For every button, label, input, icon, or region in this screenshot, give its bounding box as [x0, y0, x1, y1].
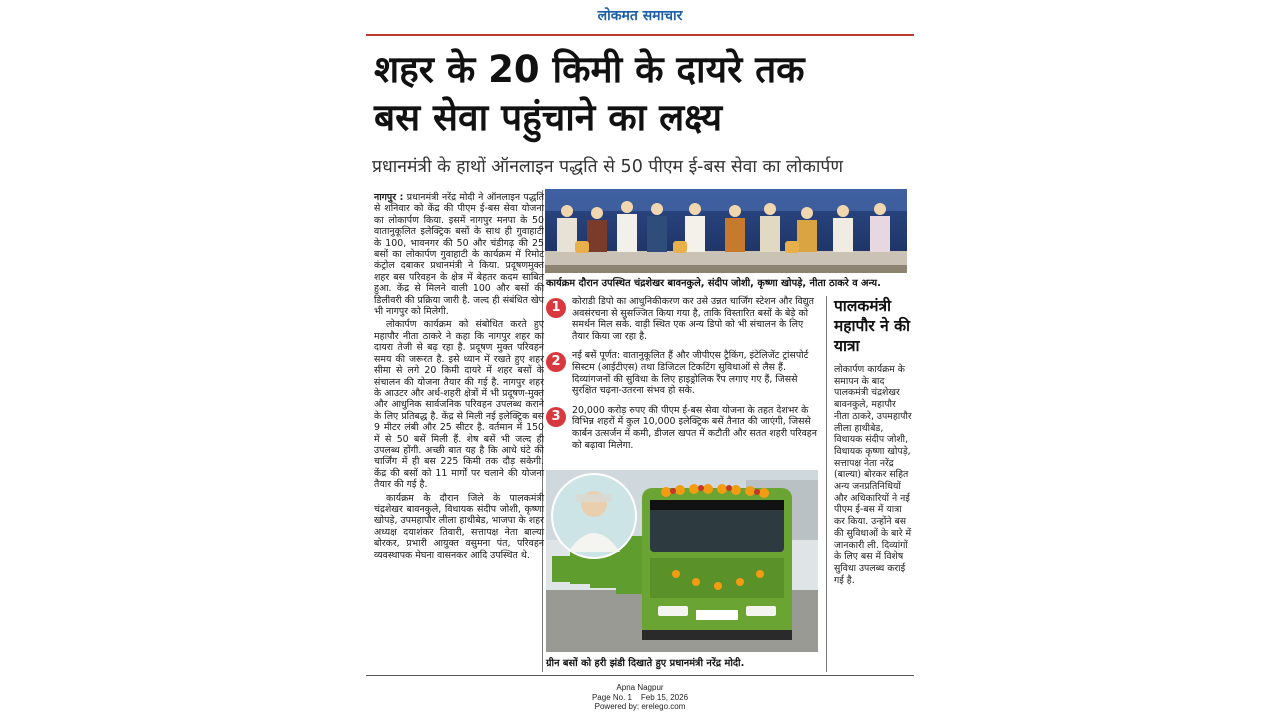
sidebar-heading: पालकमंत्री महापौर ने की यात्रा — [834, 297, 910, 355]
masthead-rule — [366, 34, 914, 36]
key-point — [546, 296, 818, 342]
bottom-rule — [366, 675, 914, 676]
masthead: लोकमत समाचार — [597, 8, 683, 24]
point-number-badge: 1 — [546, 298, 566, 318]
key-points-list — [546, 296, 818, 459]
headline-line-1: शहर के 20 किमी के दायरे तक — [374, 48, 805, 91]
column-rule-right — [826, 296, 827, 672]
footer-edition: Apna Nagpur — [616, 683, 664, 692]
dateline: नागपुर : — [374, 192, 404, 203]
photo-caption-bus: ग्रीन बसों को हरी झंडी दिखाते हुए प्रधानमंत्री नरेंद्र मोदी. — [546, 658, 745, 669]
key-point — [546, 405, 818, 451]
point-number-badge: 3 — [546, 407, 566, 427]
green-bus-illustration — [546, 470, 818, 652]
green-bus-photo — [546, 470, 818, 652]
article-paragraph: कार्यक्रम के दौरान जिले के पालकमंत्री चंद्रशेखर बावनकुले, विधायक संदीप जोशी, कृष्णा खोपड़े, उपमहापौर लीला हाथीबेड, भाजपा के शहर अध्यक्ष दयाशंकर तिवारी, सत्तापक्ष नेता बाल्या बोरकर, प्रभारी आयुक्त वसुमना पंत, परिवहन व्यवस्थापक मेघना वासनकर आदि उपस्थित थे. — [374, 492, 544, 561]
point-text: कोराडी डिपो का आधुनिकीकरण कर उसे उन्नत चार्जिंग स्टेशन और विद्युत अवसंरचना से सुसज्जित किया गया है, ताकि विस्तारित बसों के बेड़े को समर्थन मिल सके. वाड़ी स्थित एक अन्य डिपो को भी संचालन के लिए तैयार किया जा रहा है. — [572, 296, 815, 342]
subheadline: प्रधानमंत्री के हाथों ऑनलाइन पद्धति से 50 पीएम ई-बस सेवा का लोकार्पण — [372, 157, 844, 177]
footer-page-date: Page No. 1 Feb 15, 2026 — [591, 692, 689, 702]
newspaper-page — [366, 0, 914, 720]
point-text: 20,000 करोड़ रुपए की पीएम ई-बस सेवा योजना के तहत देशभर के विभिन्न शहरों में कुल 10,000 इलेक्ट्रिक बसें तैनात की जाएंगी, जिससे कार्बन उत्सर्जन में कमी, डीजल खपत में कटौती और सतत शहरी परिवहन को बढ़ावा मिलेगा. — [572, 404, 817, 451]
headline — [374, 46, 904, 142]
point-text: नई बसें पूर्णत: वातानुकूलित हैं और जीपीएस ट्रैकिंग, इंटेलिजेंट ट्रांसपोर्ट सिस्टम (आईटीएस) तथा डिजिटल टिकटिंग सुविधाओं से लैस हैं. दिव्यांगजनों की सुविधा के लिए हाइड्रोलिक रैंप लगाए गए हैं, जिससे सुरक्षित चढ़ना-उतरना संभव हो सके. — [572, 350, 809, 397]
headline-line-2: बस सेवा पहुंचाने का लक्ष्य — [374, 96, 723, 139]
photo-caption-top: कार्यक्रम दौरान उपस्थित चंद्रशेखर बावनकुले, संदीप जोशी, कृष्णा खोपड़े, नीता ठाकरे व अन्य. — [546, 278, 881, 289]
footer-powered-by: Powered by: erelego.com — [594, 702, 686, 711]
article-body — [374, 192, 544, 563]
article-paragraph: लोकार्पण कार्यक्रम को संबोधित करते हुए महापौर नीता ठाकरे ने कहा कि नागपुर शहर का दायरा तेजी से बढ़ रहा है. प्रदूषण मुक्त परिवहन समय की जरूरत है. इसे ध्यान में रखते हुए शहर सीमा से लगे 20 किमी दायरे में शहर बसों के संचालन की योजना तैयार की गई है. नागपुर शहर के आउटर और अर्ध-शहरी क्षेत्रों में भी प्रदूषण-मुक्त और आधुनिक सार्वजनिक परिवहन उपलब्ध कराने के लिए प्रतिबद्ध है. केंद्र से मिली नई इलेक्ट्रिक बस 9 मीटर लंबी और 25 सीटर है. वर्तमान में 150 में से 50 बसें मिली हैं. शेष बसें भी जल्द ही उपलब्ध होंगी. अच्छी बात यह है कि आधे घंटे की चार्जिंग में ही बस 225 किमी तक दौड़ सकेगी. केंद्र की बसों को 11 मार्गों पर चलाने की योजना तैयार की गई है. — [374, 319, 544, 491]
article-paragraph: नागपुर : प्रधानमंत्री नरेंद्र मोदी ने ऑनलाइन पद्धति से शनिवार को केंद्र की पीएम ई-बस सेवा योजना का लोकार्पण किया. इसमें नागपुर मनपा के 50 वातानुकूलित इलेक्ट्रिक बसों के साथ ही गुवाहाटी के 100, भावनगर की 50 और चंडीगढ़ की 25 बसों का लोकार्पण गुवाहाटी के कार्यक्रम में रिमोट कंट्रोल दबाकर प्रधानमंत्री ने किया. प्रदूषणमुक्त शहर बस परिवहन के क्षेत्र में बेहतर कदम साबित हुआ. केंद्र से मिलने वाली 100 और बसों की डिलीवरी की प्रक्रिया जारी है. जल्द ही संबंधित खेप भी नागपुर को मिलेगी. — [374, 192, 544, 318]
event-stage-illustration — [545, 189, 907, 273]
key-point — [546, 350, 818, 396]
page-footer — [0, 683, 1280, 712]
sidebar-body: लोकार्पण कार्यक्रम के समापन के बाद पालकमंत्री चंद्रशेखर बावनकुले, महापौर नीता ठाकरे, उपमहापौर लीला हाथीबेड, विधायक संदीप जोशी, विधायक कृष्णा खोपड़े, सत्तापक्ष नेता नरेंद्र (बाल्या) बोरकर सहित अन्य जनप्रतिनिधियों और अधिकारियों ने नई पीएम ई-बस में यात्रा कर किया. उन्होंने बस की सुविधाओं के बारे में जानकारी ली. दिव्यांगों के लिए बस में विशेष सुविधा उपलब्ध कराई गई है. — [834, 364, 912, 586]
point-number-badge: 2 — [546, 352, 566, 372]
event-stage-photo — [545, 189, 907, 273]
